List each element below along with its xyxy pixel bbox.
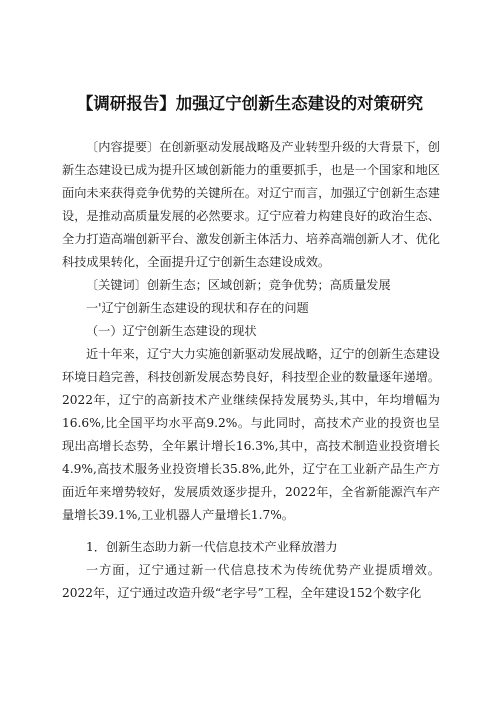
document-title: 【调研报告】加强辽宁创新生态建设的对策研究 bbox=[76, 94, 424, 113]
section-heading: 一'辽宁创新生态建设的现状和存在的问题 bbox=[86, 301, 309, 315]
document-body bbox=[62, 136, 440, 605]
keywords-paragraph: 〔关键词〕创新生态；区域创新；竞争优势；高质量发展 bbox=[86, 278, 391, 292]
body-paragraph: 近十年来，辽宁大力实施创新驱动发展战略，辽宁的创新生态建设环境日趋完善，科技创新发展态势良好，科技型企业的数量逐年递增。2022年，辽宁的高新技术产业继续保持发展势头,其中，年均增幅为16.6%,比全国平均水平高9.2%。与此同时，高技术产业的投资也呈现出高增长态势，全年累计增长16.3%,其中，高技术制造业投资增长4.9%,高技术服务业投资增长35.8%,此外，辽宁在工业新产品生产方面近年来增势较好，发展质效逐步提升，2022年，全省新能源汽车产量增长39.1%,工业机器人产量增长1.7%。 bbox=[62, 347, 440, 522]
paragraph-gap bbox=[62, 527, 440, 536]
body-paragraph: 一方面，辽宁通过新一代信息技术为传统优势产业提质增效。2022年，辽宁通过改造升级“老字号”工程，全年建设152个数字化 bbox=[62, 563, 440, 600]
abstract-paragraph: 〔内容提要〕在创新驱动发展战略及产业转型升级的大背景下，创新生态建设已成为提升区域创新能力的重要抓手，也是一个国家和地区面向未来获得竞争优势的关键所在。对辽宁而言，加强辽宁创新生态建设，是推动高质量发展的必然要求。辽宁应着力构建良好的政治生态、全力打造高端创新平台、激发创新主体活力、培养高端创新人才、优化科技成果转化，全面提升辽宁创新生态建设成效。 bbox=[62, 140, 440, 269]
subsection-heading: （一）辽宁创新生态建设的现状 bbox=[86, 324, 257, 338]
numbered-item-heading: 1．创新生态助力新一代信息技术产业释放潜力 bbox=[86, 540, 338, 554]
